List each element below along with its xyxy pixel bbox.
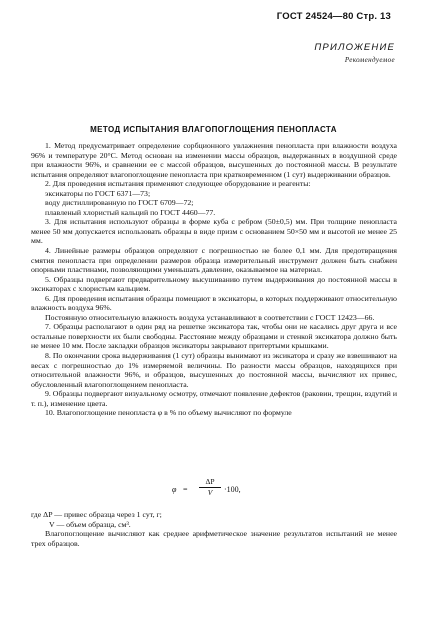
legend-line: V — объем образца, см³. bbox=[49, 519, 131, 529]
paragraph-4: 4. Линейные размеры образцов определяют с погрешностью не более 0,1 мм. Для предотвращения смятия пенопласта при определении размеров образца измерительный инструмент должен быть снабжен опорными пластинами, позволяющими уменьшать давление, оказываемое на материал. bbox=[31, 246, 397, 275]
paragraph-6-note: Постоянную относительную влажность воздуха устанавливают в соответствии с ГОСТ 12423—66. bbox=[45, 312, 375, 322]
paragraph-3: 3. Для испытания используют образцы в форме куба с ребром (50±0,5) мм. При толщине пенопласта менее 50 мм допускается использовать образцы в виде призм с основанием 50×50 мм и высотой не менее 25 мм. bbox=[31, 217, 397, 246]
formula-legend bbox=[31, 510, 397, 548]
paragraph-10: 10. Влагопоглощение пенопласта φ в % по объему вычисляют по формуле bbox=[45, 408, 292, 418]
equipment-item: эксикаторы по ГОСТ 6371—73; bbox=[45, 188, 151, 198]
legend-line: где ΔP — привес образца через 1 сут, г; bbox=[31, 510, 162, 519]
paragraph-7: 7. Образцы располагают в один ряд на решетке эксикатора так, чтобы они не касались друг друга и все остальные поверхности их были свободны. Расстояние между образцами и стенкой эксикатора должно быть не менее 10 мм. После закладки образцов эксикаторы закрывают притертыми крышками. bbox=[31, 322, 397, 351]
formula-numerator: ΔP bbox=[205, 477, 215, 486]
paragraph-6: 6. Для проведения испытания образцы помещают в эксикаторы, в которых поддерживают относительную влажность воздуха 96%. bbox=[31, 293, 397, 313]
paragraph-5: 5. Образцы подвергают предварительному высушиванию путем выдерживания до постоянной массы в эксикаторах с хлористым кальцием. bbox=[31, 274, 397, 294]
appendix-status: Рекомендуемое bbox=[344, 56, 395, 64]
formula-lhs: φ bbox=[172, 485, 177, 494]
formula-fraction bbox=[199, 477, 221, 497]
formula-multiplier: ·100, bbox=[224, 485, 241, 494]
paragraph-9: 9. Образцы подвергают визуальному осмотру, отмечают появление дефектов (раковин, трещин, вздутий и т. п.), изменение цвета. bbox=[31, 389, 397, 408]
paragraph-2: 2. Для проведения испытания применяют следующее оборудование и реагенты: bbox=[45, 179, 311, 189]
formula-equals: = bbox=[183, 485, 188, 494]
formula-denominator: V bbox=[207, 488, 213, 497]
equipment-item: плавленый хлористый кальций по ГОСТ 4460—77. bbox=[45, 207, 216, 217]
appendix-label: ПРИЛОЖЕНИЕ bbox=[314, 42, 395, 53]
conclusion-paragraph: Влагопоглощение вычисляют как среднее арифметическое значение результатов испытаний не менее трех образцов. bbox=[31, 529, 397, 548]
paragraph-1: 1. Метод предусматривает определение сорбционного увлажнения пенопласта при влажности воздуха 96% и температуре 20°С. Метод основан на изменении массы образцов, выдержанных в воздушной среде при влажности 96%, и сравнении ее с массой образцов, высушенных до постоянной массы. В результате испытания определяют влагопоглощение пенопласта при кратковременном (1 сут) выдерживании образцов. bbox=[31, 141, 397, 179]
body-text bbox=[31, 141, 397, 418]
section-title: МЕТОД ИСПЫТАНИЯ ВЛАГОПОГЛОЩЕНИЯ ПЕНОПЛАСТА bbox=[90, 125, 337, 134]
standard-reference: ГОСТ 24524—80 Стр. 13 bbox=[276, 11, 391, 22]
paragraph-8: 8. По окончании срока выдерживания (1 сут) образцы вынимают из эксикатора и сразу же взвешивают на весах с погрешностью до 1% измеряемой величины. По разности массы образцов, находящихся при относительной влажности 96%, и образцов, высушенных до постоянной массы, вычисляют их привес, обусловленный влагопоглощением пенопласта. bbox=[31, 351, 397, 389]
equipment-item: воду дистиллированную по ГОСТ 6709—72; bbox=[45, 198, 194, 208]
